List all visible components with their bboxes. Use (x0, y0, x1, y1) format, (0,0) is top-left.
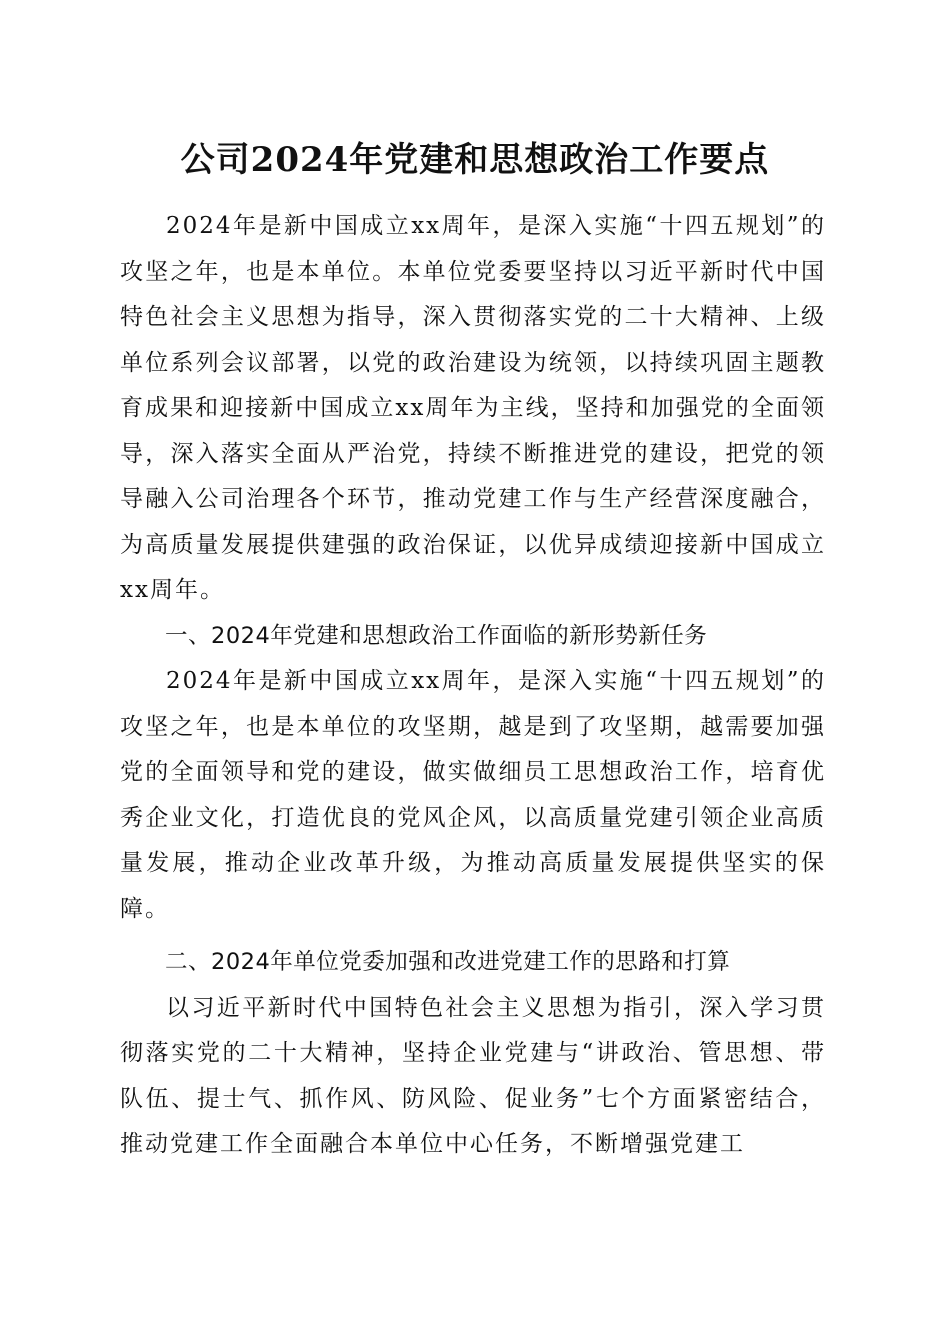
section-2-heading: 二、2024年单位党委加强和改进党建工作的思路和打算 (165, 949, 731, 975)
section-1-heading: 一、2024年党建和思想政治工作面临的新形势新任务 (165, 622, 708, 649)
section-2-paragraph: 以习近平新时代中国特色社会主义思想为指引，深入学习贯彻落实党的二十大精神，坚持企业党建与“讲政治、管思想、带队伍、提士气、抓作风、防风险、促业务”七个方面紧密结合，推动党建工作全面融合本单位中心任务，不断增强党建工 (120, 994, 826, 1157)
intro-paragraph: 2024年是新中国成立xx周年，是深入实施“十四五规划”的攻坚之年，也是本单位。本单位党委要坚持以习近平新时代中国特色社会主义思想为指导，深入贯彻落实党的二十大精神、上级单位系列会议部署，以党的政治建设为统领，以持续巩固主题教育成果和迎接新中国成立xx周年为主线，坚持和加强党的全面领导，深入落实全面从严治党，持续不断推进党的建设，把党的领导融入公司治理各个环节，推动党建工作与生产经营深度融合，为高质量发展提供建强的政治保证，以优异成绩迎接新中国成立xx周年。 (120, 213, 826, 603)
section-1-paragraph: 2024年是新中国成立xx周年，是深入实施“十四五规划”的攻坚之年，也是本单位的攻坚期，越是到了攻坚期，越需要加强党的全面领导和党的建设，做实做细员工思想政治工作，培育优秀企业文化，打造优良的党风企风，以高质量党建引领企业高质量发展，推动企业改革升级，为推动高质量发展提供坚实的保障。 (120, 668, 826, 922)
document-body (120, 204, 826, 1168)
document-title: 公司2024年党建和思想政治工作要点 (180, 140, 770, 180)
